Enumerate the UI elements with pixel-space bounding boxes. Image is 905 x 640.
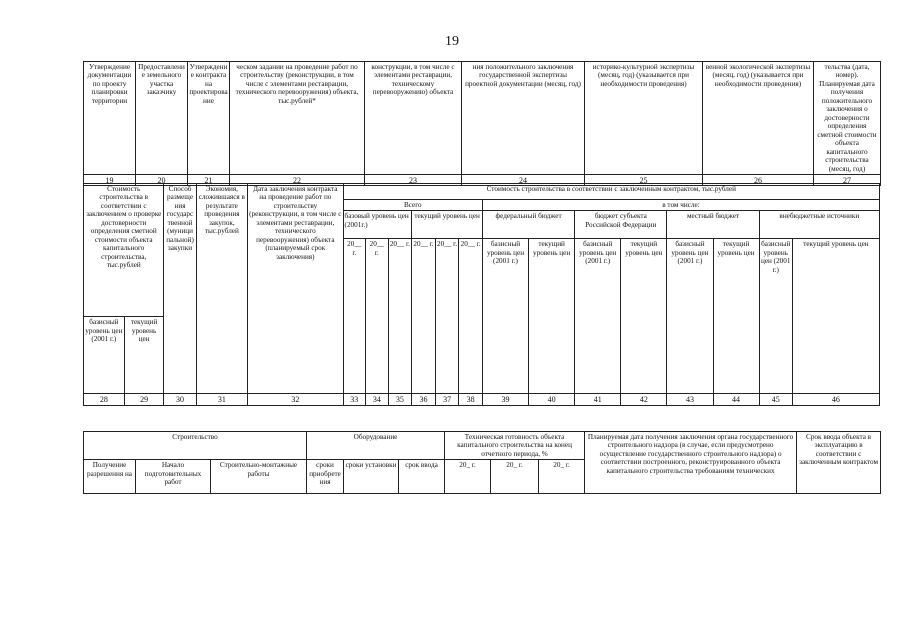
header-contract-cost: Стоимость строительства в соответствии с заключенным контрактом, тыс.рублей — [343, 184, 879, 200]
header-installation-works: Строительно-монтажные работы — [211, 460, 307, 494]
column-number: 29 — [124, 394, 164, 406]
header-cell: ния положительного заключения государственной экспертизы проектной документации (месяц, год) — [462, 62, 585, 175]
column-number: 46 — [792, 394, 879, 406]
header-preparatory-works: Начало подготовительных работ — [136, 460, 211, 494]
header-contract-date: Дата заключения контракта на проведение работ по строительству (реконструкции, в том числе с элементами реставрации, технического перевооружения) объекта (планируемый срок заключения) — [248, 184, 343, 394]
page-number: 19 — [445, 34, 459, 49]
header-cell: Предоставление земельного участка заказчику — [136, 62, 188, 175]
header-including: в том числе: — [482, 200, 879, 211]
column-number: 45 — [759, 394, 792, 406]
header-total: Всего — [343, 200, 482, 211]
header-planned-date: Планируемая дата получения заключения органа государственного строительного надзора (в случае, если предусмотрено осуществление государственного строительного надзора) о соответствии построенного, реконструированного объекта капитального строительства требованиям технических — [585, 432, 797, 494]
header-cell: ческом задании на проведение работ по строительству (реконструкции, в том числе с элементами реставрации, технического перевооружения) объекта, тыс.рублей* — [230, 62, 365, 175]
column-number: 44 — [713, 394, 759, 406]
year-cell: 20_ г. — [491, 460, 539, 494]
column-number: 33 — [343, 394, 366, 406]
year-cell: 20__ г. — [412, 239, 436, 394]
column-number: 41 — [575, 394, 621, 406]
column-number: 42 — [621, 394, 667, 406]
table-schedule — [83, 431, 881, 494]
year-cell: 20__ г. — [435, 239, 459, 394]
year-cell: 20__ г. — [366, 239, 389, 394]
year-cell: 20_ г. — [539, 460, 585, 494]
header-equipment: Оборудование — [307, 432, 445, 460]
header-cell: конструкции, в том числе с элементами реставрации, техническому перевооружению) объекта — [365, 62, 462, 175]
current-level-cell: текущий уровень цен — [621, 239, 667, 394]
table-stage-dates — [83, 61, 881, 186]
column-number: 19 — [84, 175, 136, 186]
header-cell: Утверждение документации по проекту планировки территории — [84, 62, 136, 175]
header-acquisition: сроки приобретения — [307, 460, 344, 494]
base-level-cell: базисный уровень цен (2001 г.) — [482, 239, 528, 394]
column-number: 23 — [365, 175, 462, 186]
header-commissioning-deadline: Срок ввода объекта в эксплуатацию в соответствии с заключенным контрактом — [797, 432, 881, 494]
header-permit: Получение разрешения на — [84, 460, 136, 494]
header-cell: венной экологической экспертизы (месяц, год) (указывается при необходимости проведения) — [703, 62, 814, 175]
base-level-cell: базисный уровень цен (2001 г.) — [84, 317, 125, 394]
column-number: 21 — [188, 175, 230, 186]
column-number: 43 — [667, 394, 713, 406]
year-cell: 20__ г. — [343, 239, 366, 394]
year-cell: 20__ г. — [388, 239, 412, 394]
header-procurement-method: Способ размещения государственной (муниципальной) закупки — [164, 184, 196, 394]
current-level-cell: текущий уровень цен — [713, 239, 759, 394]
column-number: 38 — [459, 394, 483, 406]
column-number: 32 — [248, 394, 343, 406]
header-cell: Утверждение контракта на проектирование — [188, 62, 230, 175]
column-number: 25 — [585, 175, 703, 186]
base-level-cell: базисный уровень цен (2001 г.) — [667, 239, 713, 394]
current-level-cell: текущий уровень цен — [124, 317, 164, 394]
header-installation: сроки установки — [344, 460, 399, 494]
column-number: 24 — [462, 175, 585, 186]
column-number: 28 — [84, 394, 125, 406]
header-cell: тельства (дата, номер). Планируемая дата получения положительного заключения о достоверности определения сметной стоимости объекта капитального строительства (месяц, год) — [814, 62, 881, 175]
column-number: 36 — [412, 394, 436, 406]
header-local-budget: местный бюджет — [667, 211, 759, 239]
header-savings: Экономия, сложившаяся в результате проведения закупок, тыс.рублей — [196, 184, 247, 394]
header-cell: историко-культурной экспертизы (месяц, год) (указывается при необходимости проведения) — [585, 62, 703, 175]
column-number: 35 — [388, 394, 412, 406]
current-level-cell: текущий уровень цен — [792, 239, 879, 394]
column-number: 34 — [366, 394, 389, 406]
header-base-level: базовый уровень цен (2001г.) — [343, 211, 412, 239]
header-readiness: Техническая готовность объекта капитального строительства на конец отчетного периода, % — [445, 432, 585, 460]
column-number: 31 — [196, 394, 247, 406]
base-level-cell: базисный уровень цен (2001 г.) — [575, 239, 621, 394]
column-number: 27 — [814, 175, 881, 186]
column-number: 26 — [703, 175, 814, 186]
column-number: 40 — [529, 394, 575, 406]
column-number: 39 — [482, 394, 528, 406]
header-off-budget: внебюджетные источники — [759, 211, 879, 239]
column-number: 30 — [164, 394, 196, 406]
year-cell: 20_ г. — [445, 460, 491, 494]
header-current-level: текущий уровень цен — [412, 211, 483, 239]
column-number: 37 — [435, 394, 459, 406]
column-number: 20 — [136, 175, 188, 186]
header-construction: Строительство — [84, 432, 307, 460]
year-cell: 20__ г. — [459, 239, 483, 394]
current-level-cell: текущий уровень цен — [529, 239, 575, 394]
table-contract-cost — [83, 183, 880, 406]
base-level-cell: базисный уровень цен (2001 г.) — [759, 239, 792, 394]
header-cost-estimate: Стоимость строительства в соответствии с заключением о проверке достоверности определения сметной стоимости объекта капитального строительства, тыс.рублей — [84, 184, 164, 317]
header-input: срок ввода — [399, 460, 445, 494]
header-federal-budget: федеральный бюджет — [482, 211, 574, 239]
column-number: 22 — [230, 175, 365, 186]
header-subject-budget: бюджет субъекта Российской Федерации — [575, 211, 667, 239]
